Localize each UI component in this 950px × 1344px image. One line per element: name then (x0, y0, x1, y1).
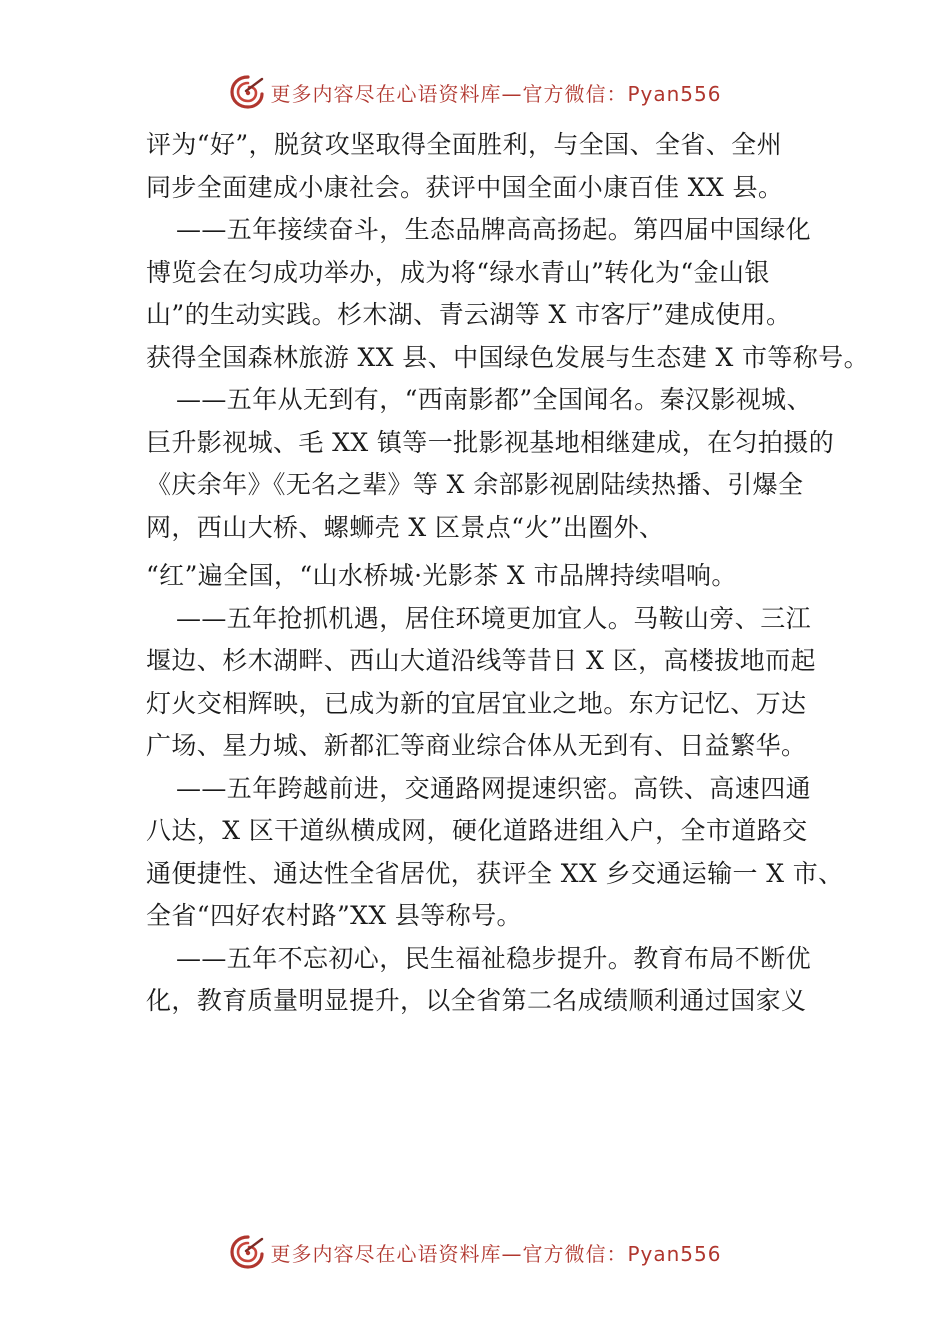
text-line: 巨升影视城、毛 XX 镇等一批影视基地相继建成，在匀拍摄的 (146, 427, 835, 457)
banner-text: 更多内容尽在心语资料库—官方微信：Pyan556 (270, 1241, 722, 1266)
text-line: 网，西山大桥、螺蛳壳 X 区景点“火”出圈外、 (146, 512, 665, 542)
footer-banner (0, 1232, 950, 1272)
header-banner (0, 72, 950, 112)
text-line: 山”的生动实践。杉木湖、青云湖等 X 市客厅”建成使用。 (146, 300, 792, 329)
text-line: 灯火交相辉映，已成为新的宜居宜业之地。东方记忆、万达 (146, 688, 807, 718)
text-line: “红”遍全国，“山水桥城·光影茶 X 市品牌持续唱响。 (146, 561, 737, 590)
text-line: 堰边、杉木湖畔、西山大道沿线等昔日 X 区，高楼拔地而起 (146, 646, 816, 675)
text-line: 同步全面建成小康社会。获评中国全面小康百佳 XX 县。 (146, 172, 784, 202)
text-line: 化，教育质量明显提升，以全省第二名成绩顺利通过国家义 (146, 986, 807, 1015)
text-line: 获得全国森林旅游 XX 县、中国绿色发展与生态建 X 市等称号。 (146, 342, 869, 372)
text-line: 《庆余年》《无名之辈》等 X 余部影视剧陆续热播、引爆全 (146, 470, 804, 499)
text-line: ——五年从无到有，“西南影都”全国闻名。秦汉影视城、 (176, 385, 812, 414)
text-line: 博览会在匀成功举办，成为将“绿水青山”转化为“金山银 (146, 257, 770, 287)
text-line: 通便捷性、通达性全省居优，获评全 XX 乡交通运输一 X 市、 (146, 858, 844, 888)
text-line: 广场、星力城、新都汇等商业综合体从无到有、日益繁华。 (146, 731, 807, 760)
text-line: ——五年接续奋斗，生态品牌高高扬起。第四届中国绿化 (176, 215, 812, 244)
red-swirl-logo-icon (228, 1233, 268, 1271)
text-line: ——五年跨越前进，交通路网提速织密。高铁、高速四通 (176, 773, 812, 803)
document-body (146, 124, 869, 1023)
text-line: 八达，X 区干道纵横成网，硬化道路进组入户，全市道路交 (146, 816, 808, 845)
text-line: ——五年抢抓机遇，居住环境更加宜人。马鞍山旁、三江 (176, 603, 812, 633)
red-swirl-logo-icon (228, 73, 268, 111)
text-line: ——五年不忘初心，民生福祉稳步提升。教育布局不断优 (176, 943, 812, 973)
banner-text: 更多内容尽在心语资料库—官方微信：Pyan556 (270, 81, 722, 106)
text-line: 全省“四好农村路”XX 县等称号。 (146, 901, 522, 930)
text-line: 评为“好”，脱贫攻坚取得全面胜利，与全国、全省、全州 (146, 130, 782, 159)
